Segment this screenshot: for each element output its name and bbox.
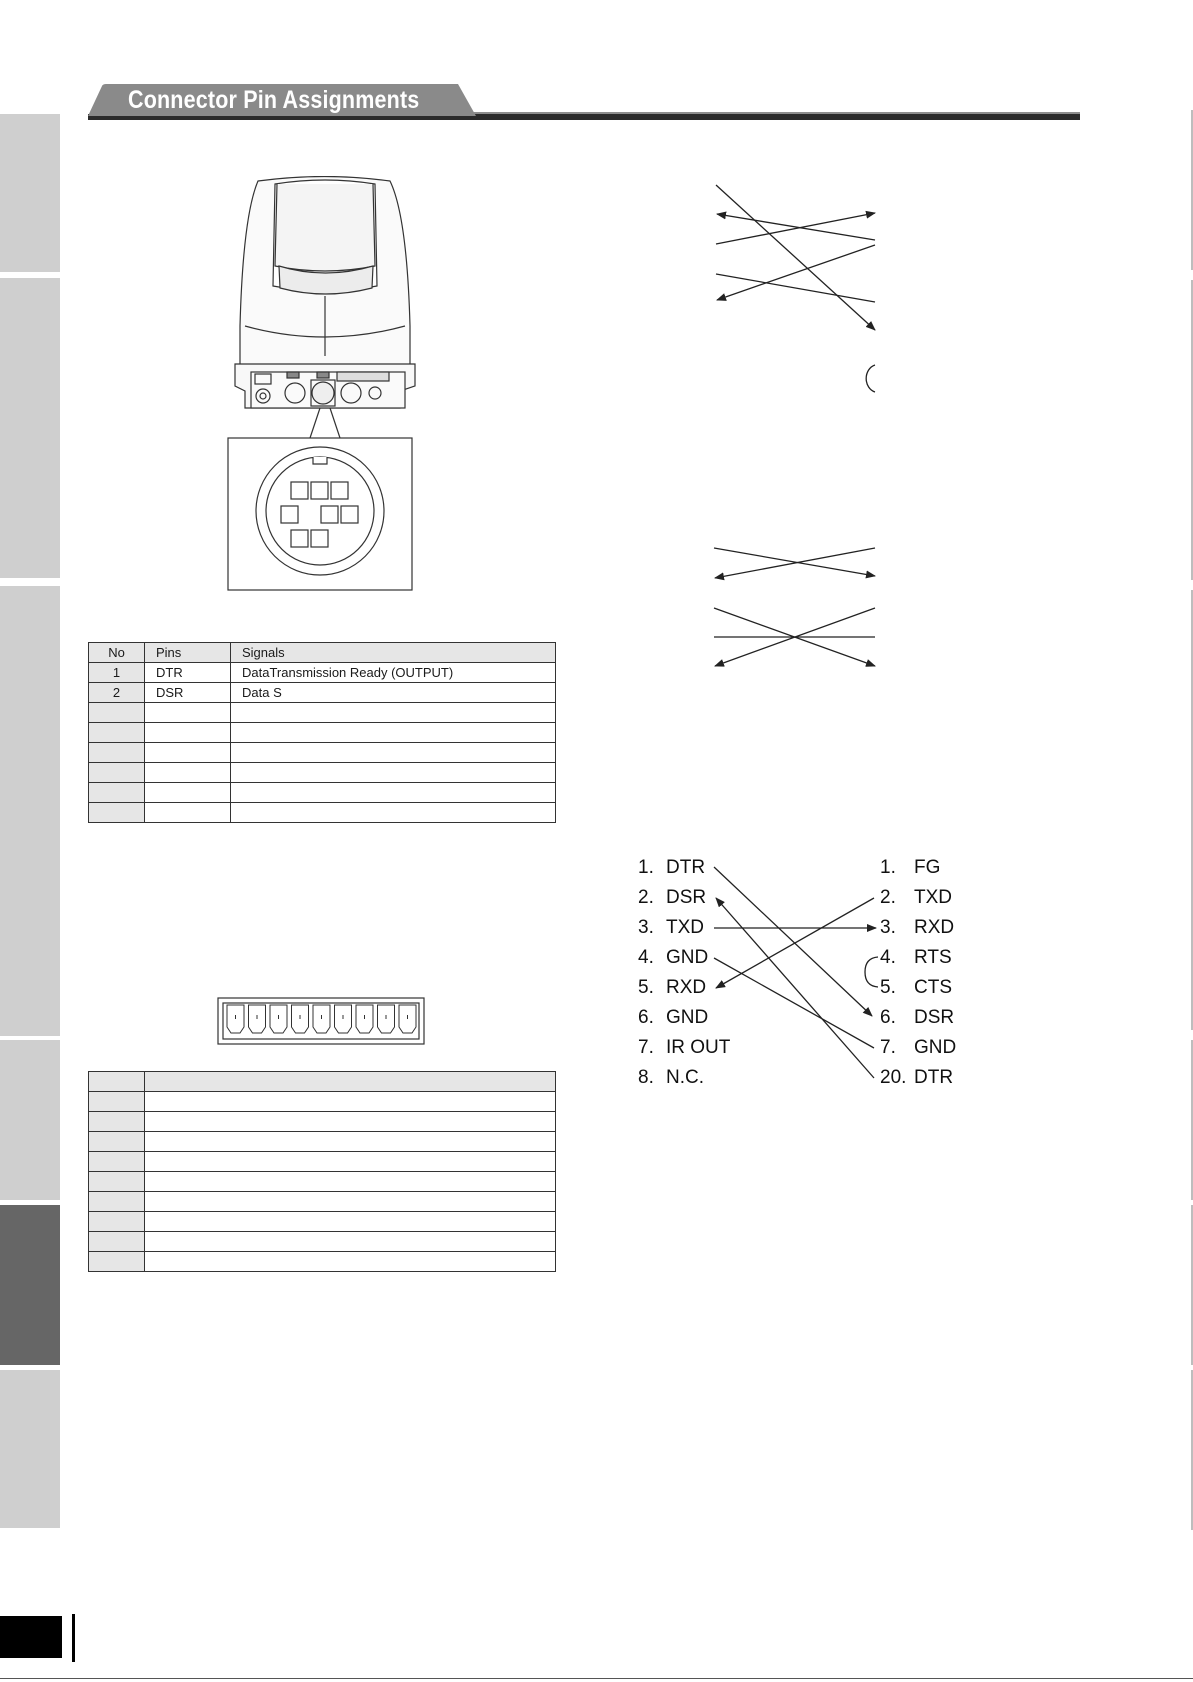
- pin-label: RXD: [914, 917, 955, 938]
- left-pin: [638, 887, 707, 909]
- cell-no: [89, 1112, 145, 1132]
- cell-pin: DTR: [145, 663, 231, 683]
- pin-label: GND: [666, 947, 709, 968]
- cell-signal: [145, 1132, 556, 1152]
- cell-signal: [145, 1212, 556, 1232]
- cell-signal: DataTransmission Ready (OUTPUT): [231, 663, 556, 683]
- side-tab-4[interactable]: [0, 1040, 60, 1200]
- cell-signal: Data S: [231, 683, 556, 703]
- cell-signal: [145, 1152, 556, 1172]
- table-row: [89, 1192, 556, 1212]
- table-row: [89, 1092, 556, 1112]
- cell-no: [89, 1192, 145, 1212]
- table-row: [89, 783, 556, 803]
- cell-no: [89, 1172, 145, 1192]
- pin-label: GND: [666, 1007, 709, 1028]
- wiring-diagram-middle: [700, 540, 890, 680]
- pin-num: 6.: [638, 1007, 654, 1028]
- left-pin: [638, 857, 706, 879]
- table-header-row: [89, 1072, 556, 1092]
- wire-line: [716, 898, 874, 988]
- cell-no: 2: [89, 683, 145, 703]
- wire-line: [716, 185, 875, 330]
- table-header-row: [89, 643, 556, 663]
- cell-no: [89, 803, 145, 823]
- pin-num: 3.: [880, 917, 896, 938]
- wire-line: [714, 867, 872, 1016]
- cell-signal: [145, 1192, 556, 1212]
- left-pin: [638, 977, 707, 999]
- cell-no: [89, 763, 145, 783]
- loopback-arc: [865, 957, 878, 987]
- pin-label: N.C.: [666, 1067, 704, 1088]
- cell-signal: [231, 803, 556, 823]
- side-tab-2[interactable]: [0, 278, 60, 578]
- table-row: [89, 1172, 556, 1192]
- table-row: [89, 1152, 556, 1172]
- terminal-pin-table: [88, 1071, 556, 1272]
- header-signals: Signals: [231, 643, 556, 663]
- cell-no: [89, 703, 145, 723]
- pin-num: 1.: [880, 857, 896, 878]
- visca-pin-table: [88, 642, 556, 823]
- side-tab-1[interactable]: [0, 114, 60, 272]
- side-tab-5-active[interactable]: [0, 1205, 60, 1365]
- pin-label: IR OUT: [666, 1037, 731, 1058]
- page-number-box: [0, 1616, 62, 1658]
- wire-line: [717, 245, 875, 300]
- left-pin: [638, 1067, 704, 1089]
- pin-label: RXD: [666, 977, 707, 998]
- table-row: [89, 763, 556, 783]
- table-row: [89, 1132, 556, 1152]
- pin-wiring-lines: [700, 850, 900, 1090]
- cell-signal: [145, 1232, 556, 1252]
- left-pin: [638, 947, 709, 969]
- cell-no: [89, 723, 145, 743]
- table-row: [89, 1252, 556, 1272]
- table-row: [89, 1212, 556, 1232]
- cell-no: [89, 1092, 145, 1112]
- cell-pin: [145, 763, 231, 783]
- table-row: [89, 1232, 556, 1252]
- wire-line: [714, 958, 874, 1048]
- pin-num: 20.: [880, 1067, 907, 1088]
- cell-signal: [231, 703, 556, 723]
- cell-pin: [145, 743, 231, 763]
- left-pin: [638, 1037, 731, 1059]
- pin-num: 1.: [638, 857, 654, 878]
- pin-num: 4.: [638, 947, 654, 968]
- pin-num: 8.: [638, 1067, 654, 1088]
- cell-pin: [145, 803, 231, 823]
- cell-no: [89, 1212, 145, 1232]
- table-row: [89, 1112, 556, 1132]
- cell-signal: [231, 743, 556, 763]
- wire-line: [716, 274, 875, 302]
- wire-line: [716, 898, 874, 1078]
- cell-signal: [231, 763, 556, 783]
- cell-no: [89, 1152, 145, 1172]
- pin-num: 2.: [638, 887, 654, 908]
- footer-divider: [72, 1614, 75, 1662]
- cell-pin: [145, 703, 231, 723]
- cell-signal: [145, 1252, 556, 1272]
- pin-num: 4.: [880, 947, 896, 968]
- pin-num: 7.: [880, 1037, 896, 1058]
- cell-pin: [145, 723, 231, 743]
- pin-num: 3.: [638, 917, 654, 938]
- left-pin: [638, 917, 704, 939]
- cell-no: [89, 1132, 145, 1152]
- cell-signal: [145, 1072, 556, 1092]
- pin-label: RTS: [914, 947, 952, 968]
- cell-no: [89, 1072, 145, 1092]
- pin-label: DTR: [666, 857, 706, 878]
- table-row: [89, 803, 556, 823]
- table-row: [89, 723, 556, 743]
- pin-label: TXD: [914, 887, 952, 908]
- pin-label: CTS: [914, 977, 952, 998]
- table-row: [89, 663, 556, 683]
- cell-signal: [145, 1092, 556, 1112]
- table-row: [89, 743, 556, 763]
- cell-no: [89, 743, 145, 763]
- cell-no: 1: [89, 663, 145, 683]
- pin-label: TXD: [666, 917, 704, 938]
- header-no: No: [89, 643, 145, 663]
- pin-num: 7.: [638, 1037, 654, 1058]
- pin-label: DSR: [914, 1007, 955, 1028]
- page-title: Connector Pin Assignments: [128, 86, 420, 114]
- cell-signal: [231, 783, 556, 803]
- loopback-arc: [866, 365, 875, 392]
- left-pin: [638, 1007, 709, 1029]
- cell-signal: [231, 723, 556, 743]
- pin-num: 5.: [880, 977, 896, 998]
- table-row: [89, 683, 556, 703]
- cell-no: [89, 783, 145, 803]
- pin-label: FG: [914, 857, 941, 878]
- pin-num: 5.: [638, 977, 654, 998]
- pin-label: GND: [914, 1037, 957, 1058]
- pin-num: 2.: [880, 887, 896, 908]
- camera-rear-illustration: [225, 176, 425, 592]
- pin-num: 6.: [880, 1007, 896, 1028]
- cell-signal: [145, 1112, 556, 1132]
- footer-rule: [0, 1678, 1193, 1679]
- cell-pin: [145, 783, 231, 803]
- cell-pin: DSR: [145, 683, 231, 703]
- wiring-diagram-top: [700, 170, 890, 400]
- side-tab-3[interactable]: [0, 586, 60, 1036]
- side-tab-6[interactable]: [0, 1370, 60, 1528]
- pin-label: DTR: [914, 1067, 954, 1088]
- terminal-block-connector: [217, 997, 425, 1045]
- pin-label: DSR: [666, 887, 707, 908]
- table-row: [89, 703, 556, 723]
- cell-signal: [145, 1172, 556, 1192]
- cell-no: [89, 1232, 145, 1252]
- cell-no: [89, 1252, 145, 1272]
- header-pins: Pins: [145, 643, 231, 663]
